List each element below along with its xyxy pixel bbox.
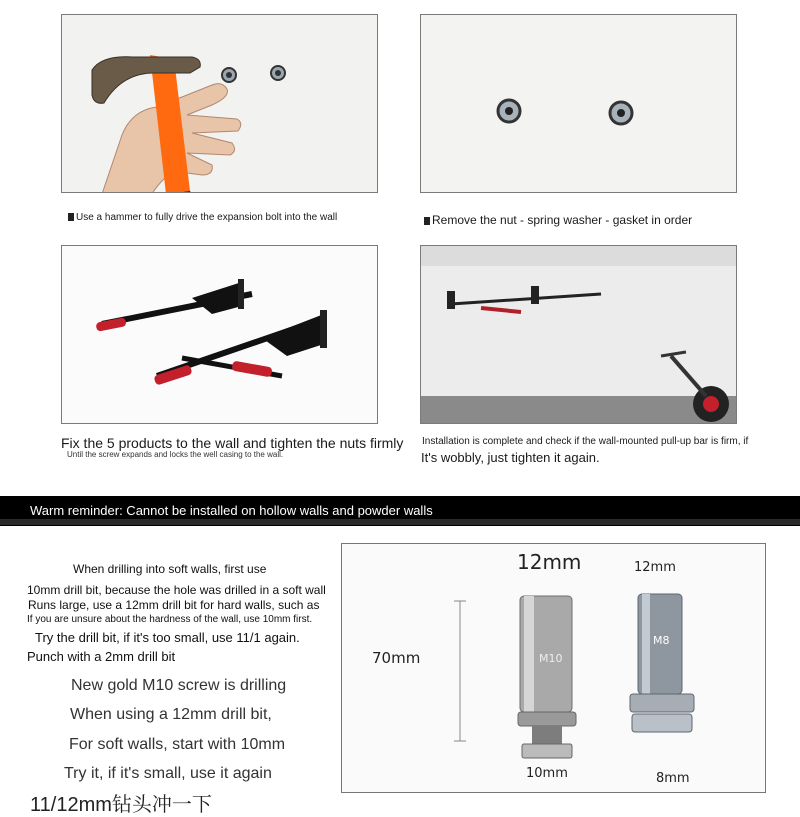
instruction-line: If you are unsure about the hardness of the wall, use 10mm first. [27, 614, 313, 625]
bolt2-label: M8 [653, 634, 670, 647]
step2-caption [424, 213, 692, 227]
instruction-large-line: New gold M10 screw is drilling [71, 677, 287, 694]
pullup-bar-illustration [62, 246, 378, 424]
bolt2-top-dim: 12mm [634, 560, 676, 575]
bullet-icon [424, 217, 430, 225]
instruction-line: Runs large, use a 12mm drill bit for hard walls, such as [28, 598, 320, 612]
warm-reminder-text: Warm reminder: Cannot be installed on hollow walls and powder walls [30, 503, 433, 518]
instruction-line: Punch with a 2mm drill bit [27, 649, 176, 664]
step4-caption-line2: It's wobbly, just tighten it again. [421, 450, 600, 465]
bolt-drawing [342, 544, 767, 794]
bolt2-bottom-dim: 8mm [656, 771, 690, 786]
step3-caption: Fix the 5 products to the wall and tighten the nuts firmly [61, 435, 404, 451]
bolt1-top-dim: 12mm [517, 550, 582, 574]
bolt-diagram [341, 543, 766, 793]
step1-caption [68, 212, 337, 223]
photo-pullup-bar [61, 245, 378, 424]
bolt1-label: M10 [539, 652, 563, 665]
instruction-large-line: Try it, if it's small, use it again [64, 765, 272, 782]
step1-text: Use a hammer to fully drive the expansion bolt into the wall [76, 212, 338, 223]
photo-bolts-wall [420, 14, 737, 193]
instruction-line: When drilling into soft walls, first use [73, 562, 267, 576]
bolt1-length-dim: 70mm [372, 649, 421, 667]
instruction-large-line: For soft walls, start with 10mm [69, 736, 286, 753]
installed-illustration [421, 246, 737, 424]
bullet-icon [68, 213, 74, 221]
step2-text: Remove the nut - spring washer - gasket in order [432, 213, 693, 227]
instruction-large-line: When using a 12mm drill bit, [70, 706, 272, 723]
step4-caption-line1: Installation is complete and check if the wall-mounted pull-up bar is firm, if [422, 436, 749, 447]
instruction-line: 10mm drill bit, because the hole was drilled in a soft wall [27, 583, 326, 597]
warm-reminder-strip [0, 519, 800, 525]
photo-hammer-bolt [61, 14, 378, 193]
bolts-illustration [421, 15, 737, 193]
photo-installed [420, 245, 737, 424]
bolt1-bottom-dim: 10mm [526, 766, 568, 781]
instruction-large-line: 11/12mm钻头冲一下 [30, 794, 212, 816]
instruction-line: Try the drill bit, if it's too small, use 11/1 again. [35, 630, 300, 645]
hammer-illustration [62, 15, 378, 193]
step3-subcaption: Until the screw expands and locks the well casing to the wall. [67, 450, 284, 459]
